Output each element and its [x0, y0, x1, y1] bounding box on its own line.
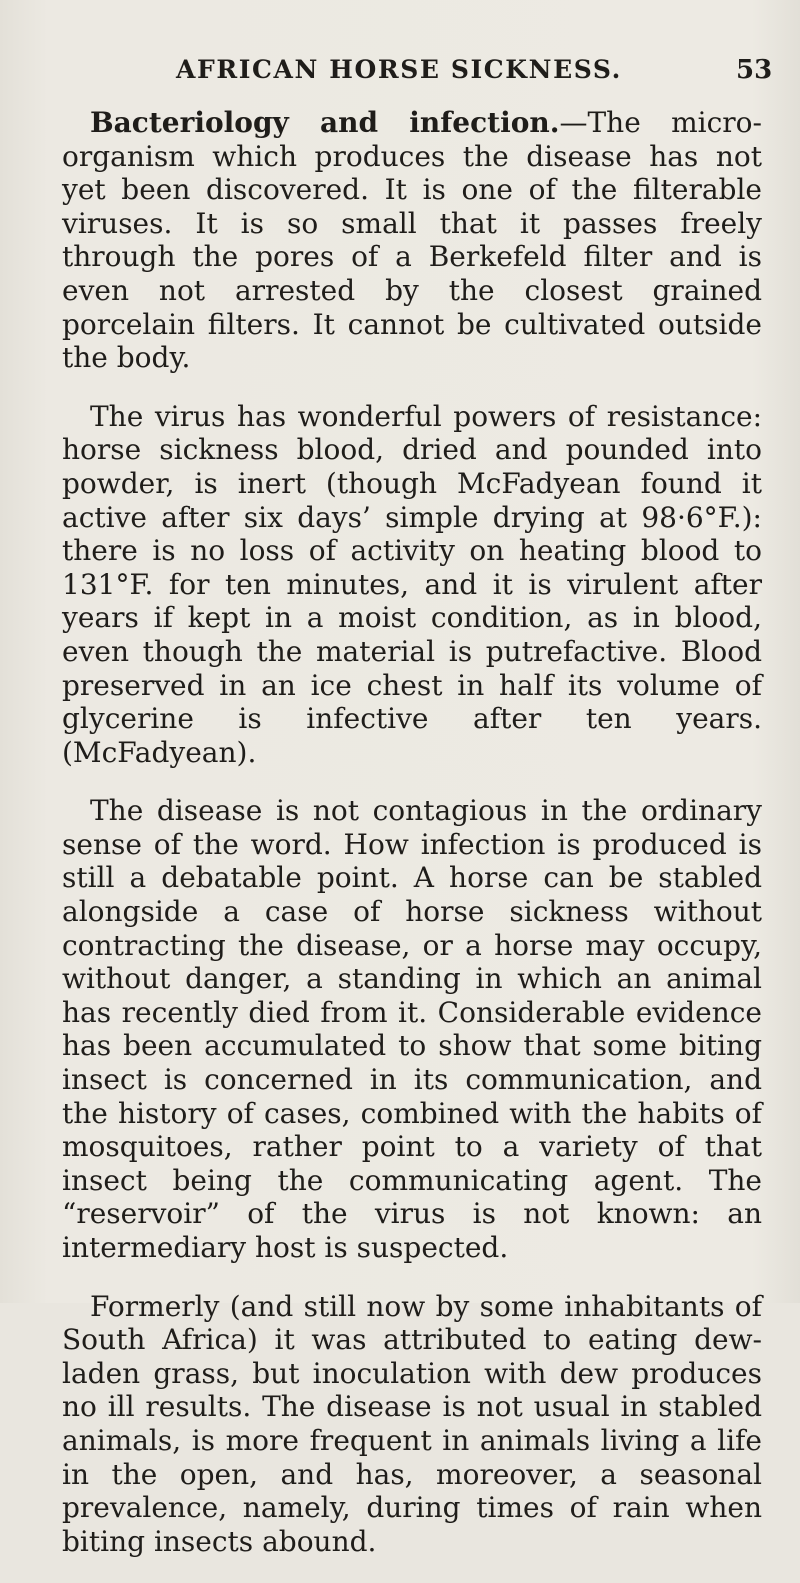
page-number: 53: [736, 55, 773, 85]
paragraph-contagion: The disease is not contagious in the ordinary sense of the word. How infection is produced is still a debatable point. A horse can be stabled alongside a case of horse sickness without contracting the disease, or a horse may occupy, without danger, a standing in which an animal has recently died from it. Considerable evidence has been accumulated to show that some biting insect is concerned in its communication, and the history of cases, combined with the habits of mosquitoes, rather point to a variety of that insect being the communicating agent. The “reservoir” of the virus is not known: an intermediary host is suspected.: [62, 794, 762, 1264]
paragraph-seasonal-prevalence: Formerly (and still now by some inhabitants of South Africa) it was attributed to eating dew-laden grass, but inoculation with dew produces no ill results. The disease is not usual in stabled animals, is more frequent in animals living a life in the open, and has, moreover, a seasonal prevalence, namely, during times of rain when biting insects abound.: [62, 1289, 762, 1558]
run-in-heading: Bacteriology and infection.: [90, 106, 560, 139]
running-head: [0, 50, 800, 90]
paragraph-bacteriology: [62, 106, 762, 375]
paragraph-text: —The micro-organism which produces the disease has not yet been discovered. It is one of the filterable viruses. It is so small that it passes freely through the pores of a Berkefeld filter and is even not arrested by the closest grained porcelain filters. It cannot be cultivated outside the body.: [62, 106, 762, 375]
paragraph-virus-resistance: The virus has wonderful powers of resistance: horse sickness blood, dried and pounded into powder, is inert (though McFadyean found it active after six days’ simple drying at 98·6°F.): there is no loss of activity on heating blood to 131°F. for ten minutes, and it is virulent after years if kept in a moist condition, as in blood, even though the material is putrefactive. Blood preserved in an ice chest in half its volume of glycerine is infective after ten years. (McFadyean).: [62, 399, 762, 769]
running-head-title: AFRICAN HORSE SICKNESS.: [176, 55, 622, 84]
body-text: [62, 106, 762, 1583]
